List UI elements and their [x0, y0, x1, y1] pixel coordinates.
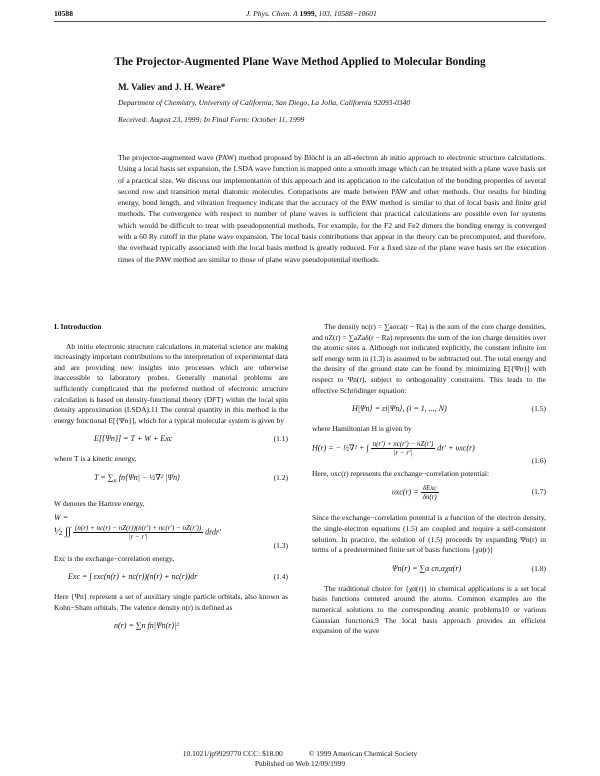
- right-paragraph-3: Here, υxc(r) represents the exchange−correlation potential:: [312, 468, 490, 478]
- page-number: 10588: [54, 9, 73, 18]
- equation-1-2-sub: n: [113, 477, 117, 485]
- equation-1-6-number: (1.6): [531, 455, 546, 465]
- article-title: The Projector-Augmented Plane Wave Method Applied to Molecular Bonding: [114, 56, 486, 68]
- equation-1-5: [312, 399, 546, 421]
- equation-1-7-denominator: δn(r): [422, 493, 437, 502]
- equation-1-6-numerator: n(r′) + nc(r′) − nZ(r′): [372, 439, 434, 448]
- intro-paragraph-4: Exc is the exchange−correlation energy,: [54, 553, 175, 563]
- header-rule: [54, 21, 546, 22]
- equation-1-6: [312, 438, 546, 466]
- equation-1-6-lhs: H(r) = − ½∇² + ∫: [312, 443, 369, 453]
- equation-1-1-expr: E[{Ψn}] = T + W + Exc: [94, 434, 173, 444]
- footer-published: Published on Web 12/09/1999: [254, 759, 346, 768]
- equation-1-7-lhs: υxc(r) =: [392, 487, 419, 497]
- equation-1-1: [54, 429, 288, 451]
- intro-paragraph-2: where T is a kinetic energy,: [54, 454, 137, 464]
- footer-doi-line: [0, 749, 600, 758]
- equation-1-7-numerator: δExc: [421, 484, 439, 493]
- equation-1-8: [312, 559, 546, 581]
- affiliation: Department of Chemistry, University of California, San Diego, La Jolla, California 92093-0340: [118, 98, 411, 107]
- intro-paragraph-5: Here {Ψn} represent a set of auxiliary single particle orbitals, also known as Kohn−Sham orbitals. The valence density n(r) is defined as: [54, 592, 288, 612]
- journal-year: 1999,: [299, 9, 317, 18]
- journal-citation: [246, 9, 377, 18]
- journal-volume: 103,: [318, 9, 332, 18]
- equation-1-6-denominator: |r − r′|: [393, 448, 413, 457]
- equation-1-2-number: (1.2): [273, 472, 288, 482]
- equation-1-2-lhs: T = ∑: [94, 472, 114, 482]
- equation-1-4-expr: Exc = ∫ εxc(n(r) + nc(r))(n(r) + nc(r))dr: [68, 572, 198, 582]
- right-paragraph-5: The traditional choice for {χα(r)} in chemical applications is a set local basis functions centered around the atoms. Common examples are the numerical solutions to the corresponding atomic problems10 or various Gaussian functions.9 The local basis approach provides an efficient expansion of the wave: [312, 583, 546, 636]
- equation-1-3-lhs: W =: [54, 512, 69, 522]
- equation-1-3-numerator: (n(r) + nc(r) − nZ(r))(n(r′) + nc(r′) − nZ(r′)): [75, 523, 202, 532]
- equation-1-8-number: (1.8): [531, 563, 546, 573]
- equation-1-5-number: (1.5): [531, 404, 546, 414]
- equation-1-6-tail: dr′ + υxc(r): [437, 443, 475, 453]
- authors: M. Valiev and J. H. Weare*: [118, 82, 226, 92]
- footer-copyright: © 1999 American Chemical Society: [308, 749, 418, 758]
- right-paragraph-4: Since the exchange−correlation potential is a function of the electron density, the single-electron equations (1.5) are coupled and require a self-consistent solution. In practice, the solution of (1.5) proceeds by expanding Ψn(r) in terms of a predetermined finite set of basis functions {χα(r)}: [312, 513, 546, 555]
- equation-1-4: [54, 567, 288, 589]
- equation-1-1-number: (1.1): [273, 434, 288, 444]
- equation-1-3: W = ½ ∫∫ $\frac{(n(r) + nc(r) - nZ(r))(n(r') + nc(r') - nZ(r'))}{|r - r'|}$ drdr′ (1.3): [54, 512, 288, 550]
- equation-1-2-rhs: fn⟨Ψn| − ½∇² |Ψn⟩: [118, 472, 181, 482]
- right-column: [312, 322, 546, 637]
- right-paragraph-2: where Hamiltonian H is given by: [312, 424, 412, 434]
- intro-paragraph-1: Ab initio electronic structure calculations in material science are making increasingly important contributions to the interpretation of experimental data and are providing new insights into processes which are otherwise inaccessible to laboratory probes. Generally material problems are sufficiently complicated that the preferred method of electronic structure calculation is based on density-functional theory (DFT) within the local spin density approximation (LSDA).11 The central quantity in this method is the energy functional E[{Ψn}], which for a typical molecular system is given by: [54, 341, 288, 425]
- abstract: The projector-augmented wave (PAW) method proposed by Blöchl is an all-electron ab initio approach to electronic structure calculations. Using a local basis set expansion, the LSDA wave function is mapped onto a smooth image which can be treated with a plane wave basis set of a practical size. We discuss our implementation of this approach and its application to the calculation of the bonding properties of several second row and transition metal diatomic molecules. Comparisons are made between PAW and other methods. Our results for binding energy, bond length, and vibration frequency indicate that the accuracy of the PAW method is similar to that of local basis and finite grid methods. The convergence with respect to number of plane waves is sufficient that practical calculations are possible even for systems which would be difficult to treat with pseudopotential methods. For example, for the F2 and Fe2 dimers the bonding energy is converged with a 60 Ry cutoff in the plane wave expansion. The local basis contributions that appear in the theory can be precomputed, and therefore, the overhead typically associated with the local basis method is greatly reduced. For a fixed size of the plane wave basis set the execution times of the PAW method are similar to those of plane wave pseudopotential methods.: [118, 153, 546, 264]
- footer-doi: 10.1021/jp9929770 CCC: $18.00: [182, 749, 283, 758]
- journal-pages: 10588−10601: [333, 9, 377, 18]
- equation-1-4-number: (1.4): [273, 572, 288, 582]
- equation-1-7-fraction: [421, 484, 439, 501]
- section-heading: I. Introduction: [54, 322, 102, 331]
- equation-1-6-fraction: [371, 440, 436, 457]
- equation-1-3-fraction: [73, 524, 203, 541]
- equation-1-3-tail: drdr′: [205, 526, 221, 536]
- equation-1-5-expr: H|Ψn⟩ = εi|Ψn⟩, (i = 1, ..., N): [352, 404, 447, 414]
- received-dates: Received: August 23, 1999; In Final Form: October 11, 1999: [118, 115, 305, 124]
- equation-1-7: [312, 482, 546, 510]
- equation-valence-density: [54, 616, 288, 638]
- equation-1-7-number: (1.7): [531, 487, 546, 497]
- equation-valence-density-expr: n(r) = ∑n fn|Ψn(r)|²: [114, 621, 179, 631]
- equation-1-3-denominator: |r − r′|: [128, 532, 148, 541]
- equation-1-8-expr: Ψn(r) = ∑α cn,αχα(r): [392, 563, 462, 573]
- left-column: [54, 322, 288, 641]
- intro-paragraph-3: W denotes the Hartree energy,: [54, 498, 145, 508]
- equation-1-3-number: (1.3): [273, 540, 288, 550]
- right-paragraph-1: The density nc(r) = ∑aσca(r − Ra) is the sum of the core charge densities, and nZ(r) = ∑aZaδ(r − Ra) represents the sum of the ion charge densities over the atomic sites a. Although not indicated explicitly, the constant infinite ion self energy term in (1.3) is assumed to be subtracted out. The total energy and the density of the ground state can be found by minimizing E[{Ψn}] with respect to Ψn(r), subject to orthogonality constraints. This leads to the effective Schrödinger equation:: [312, 322, 546, 395]
- equation-1-2: [54, 468, 288, 496]
- journal-name: J. Phys. Chem. A: [246, 9, 298, 18]
